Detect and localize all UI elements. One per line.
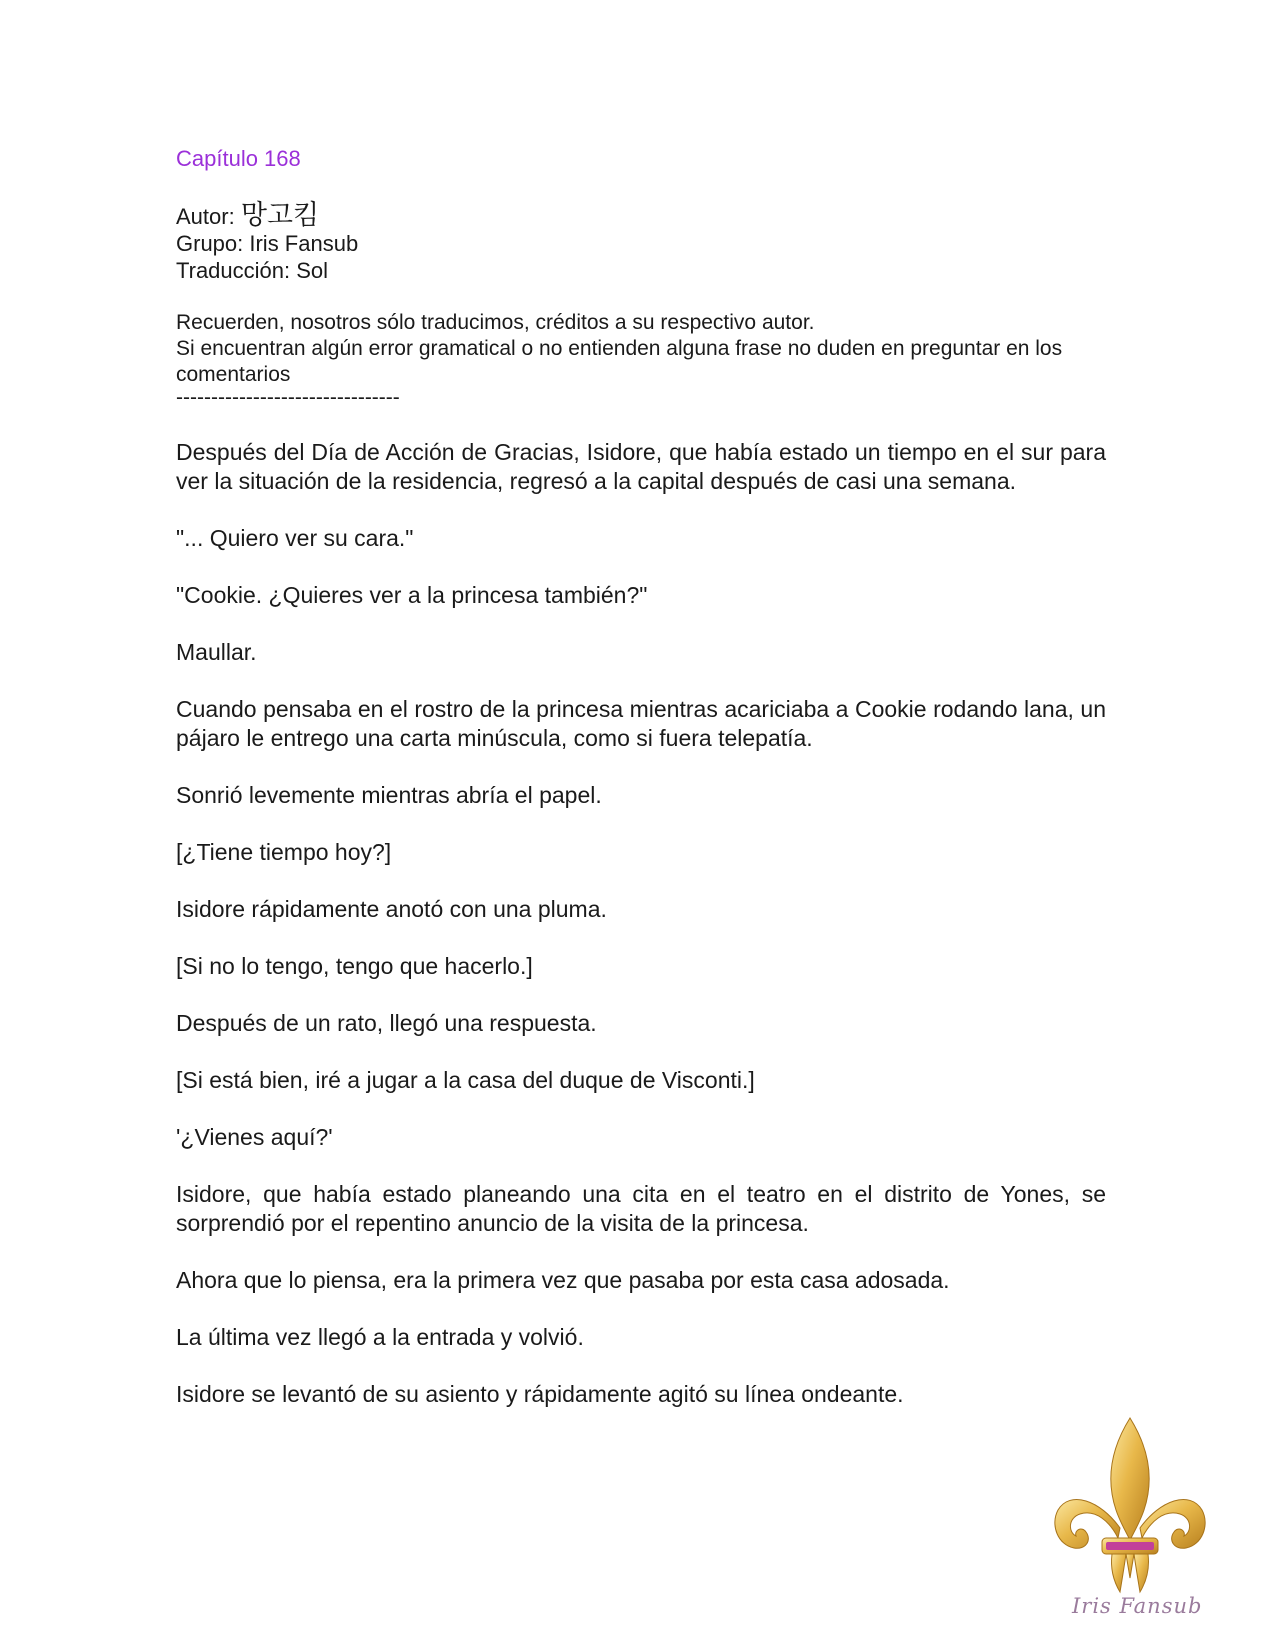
story-paragraph: Después de un rato, llegó una respuesta.: [176, 1010, 597, 1036]
story-paragraph: [¿Tiene tiempo hoy?]: [176, 839, 392, 865]
story-paragraph: Maullar.: [176, 639, 257, 665]
translation-line: Traducción: Sol: [176, 258, 329, 283]
story-paragraph: Isidore se levantó de su asiento y rápidamente agitó su línea ondeante.: [176, 1381, 904, 1407]
story-paragraph: Isidore, que había estado planeando una cita en el teatro en el distrito de Yones, se sorprendió por el repentino anuncio de la visita de la princesa.: [176, 1181, 1106, 1236]
author-name: 망고킴: [240, 200, 320, 231]
author-line: [176, 202, 1106, 230]
credits-block: [176, 202, 1106, 284]
divider-line: --------------------------------: [176, 388, 400, 408]
story-paragraph: Isidore rápidamente anotó con una pluma.: [176, 896, 607, 922]
notice-line-1: Recuerden, nosotros sólo traducimos, créditos a su respectivo autor.: [176, 311, 815, 334]
chapter-title: Capítulo 168: [176, 146, 301, 171]
story-paragraph: [Si está bien, iré a jugar a la casa del duque de Visconti.]: [176, 1067, 755, 1093]
notice-line-2: Si encuentran algún error gramatical o no entienden alguna frase no duden en preguntar en los comentarios: [176, 337, 1063, 386]
story-paragraph: La última vez llegó a la entrada y volvió.: [176, 1324, 584, 1350]
fleur-de-lis-icon: [1050, 1410, 1210, 1620]
story-paragraph: "... Quiero ver su cara.": [176, 525, 414, 551]
story-paragraph: '¿Vienes aquí?': [176, 1124, 333, 1150]
story-paragraph: [Si no lo tengo, tengo que hacerlo.]: [176, 953, 533, 979]
document-page: [176, 146, 1106, 1437]
group-line: Grupo: Iris Fansub: [176, 231, 359, 256]
story-body: [176, 438, 1106, 1409]
story-paragraph: Ahora que lo piensa, era la primera vez que pasaba por esta casa adosada.: [176, 1267, 950, 1293]
watermark-text: Iris Fansub: [1072, 1594, 1203, 1618]
notice-block: [176, 310, 1106, 388]
story-paragraph: Después del Día de Acción de Gracias, Isidore, que había estado un tiempo en el sur para ver la situación de la residencia, regresó a la capital después de casi una semana.: [176, 439, 1106, 494]
story-paragraph: "Cookie. ¿Quieres ver a la princesa también?": [176, 582, 648, 608]
story-paragraph: Cuando pensaba en el rostro de la princesa mientras acariciaba a Cookie rodando lana, un pájaro le entrego una carta minúscula, como si fuera telepatía.: [176, 696, 1106, 751]
author-label: Autor:: [176, 204, 235, 229]
story-paragraph: Sonrió levemente mientras abría el papel.: [176, 782, 602, 808]
